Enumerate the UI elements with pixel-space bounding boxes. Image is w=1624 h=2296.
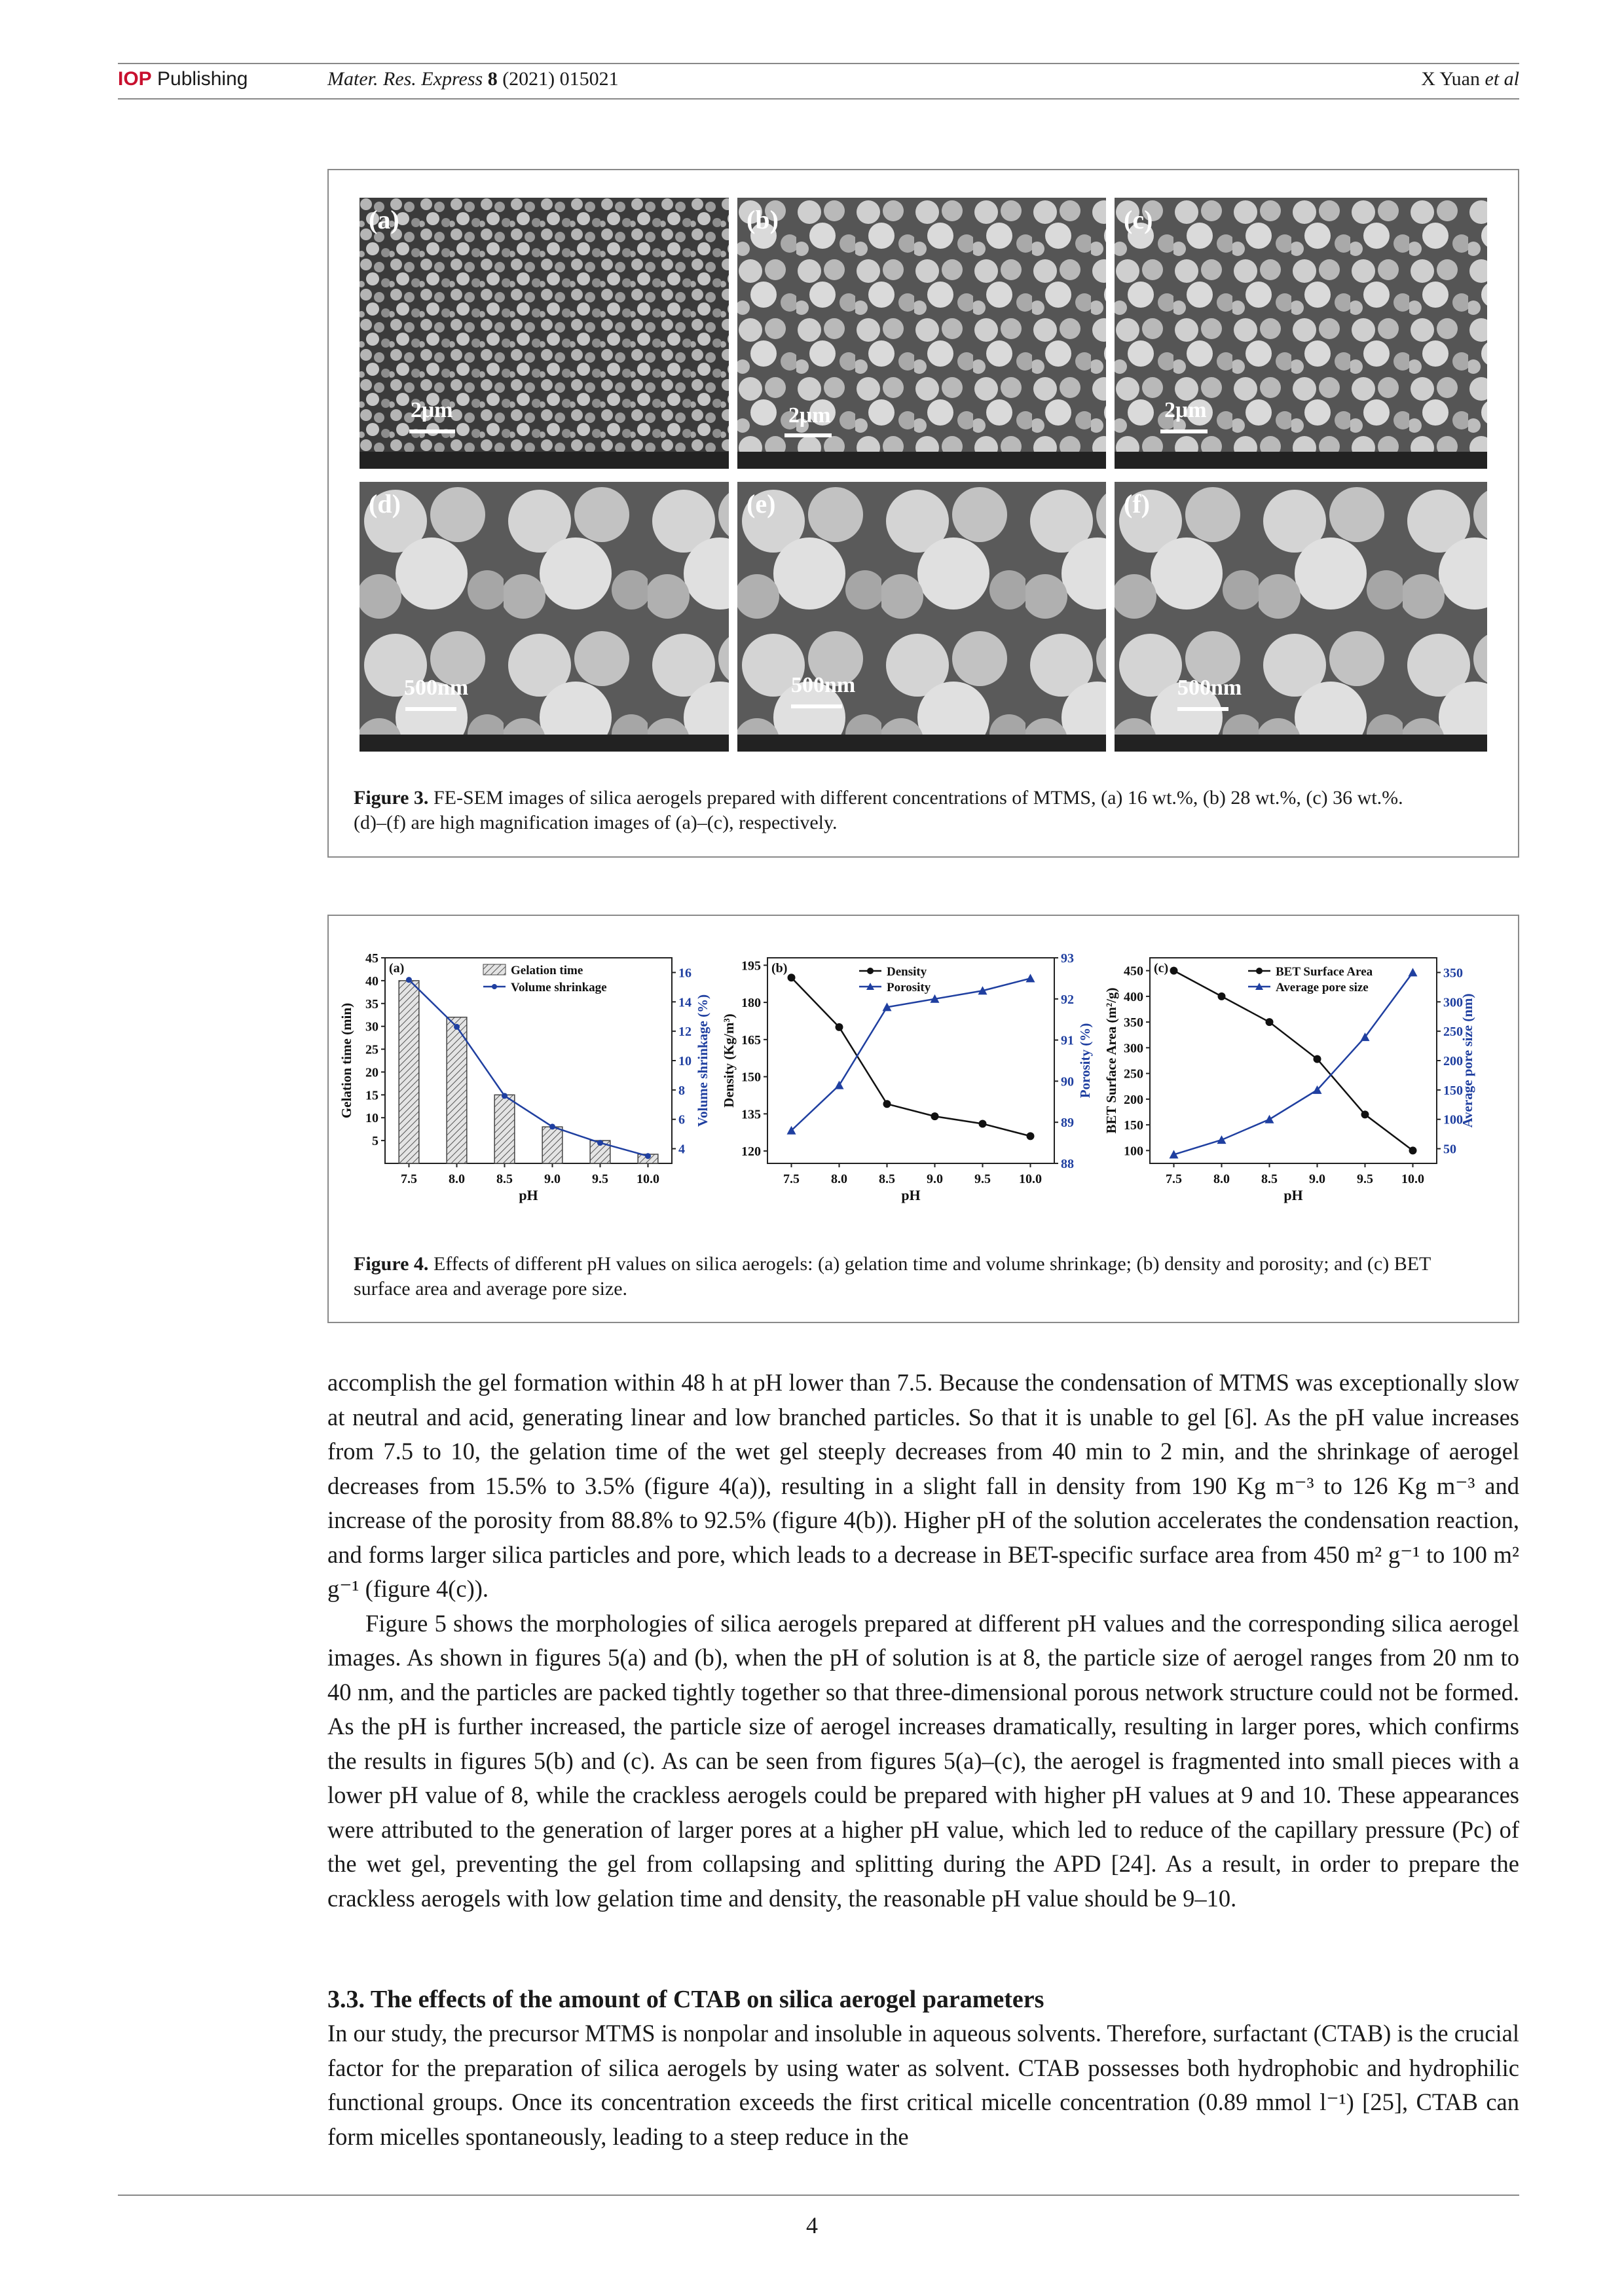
data-point: [454, 1024, 460, 1030]
x-tick-label: 8.5: [496, 1172, 513, 1186]
y-left-tick-label: 20: [365, 1065, 378, 1080]
series-line: [1174, 972, 1413, 1154]
series-line: [1174, 971, 1413, 1151]
y-left-tick-label: 100: [1124, 1144, 1143, 1159]
data-point: [549, 1123, 555, 1129]
y-left-tick-label: 300: [1124, 1041, 1143, 1056]
figure-4-caption: Figure 4. Effects of different pH values on silica aerogels: (a) gelation time and volume shrinkage; (b) density and porosity; and (c) BET surface area and average pore size.: [354, 1253, 1431, 1300]
data-point: [1218, 993, 1226, 1000]
legend-label: Density: [887, 965, 927, 979]
sem-panel-c: [1115, 198, 1487, 469]
panel-label: (f): [1124, 489, 1150, 519]
scale-label: 2μm: [1164, 398, 1207, 422]
legend-label: Gelation time: [511, 964, 583, 977]
scale-bar: [1160, 429, 1208, 433]
y-right-tick-label: 200: [1443, 1054, 1463, 1068]
bar: [494, 1095, 515, 1163]
y-right-axis-label: Volume shrinkage (%): [695, 994, 710, 1127]
legend-label: Average pore size: [1276, 981, 1369, 994]
y-right-tick-label: 16: [678, 966, 692, 981]
y-right-axis-label: Porosity (%): [1077, 1023, 1093, 1099]
sem-image: [1115, 482, 1487, 752]
data-point: [1217, 1135, 1227, 1144]
sem-image: [360, 198, 729, 469]
y-right-tick-label: 150: [1443, 1083, 1463, 1098]
section-heading: 3.3. The effects of the amount of CTAB on silica aerogel parameters: [327, 1986, 1044, 2013]
bar: [542, 1127, 563, 1163]
y-right-tick-label: 6: [678, 1112, 685, 1127]
paragraph: Figure 5 shows the morphologies of silica aerogels prepared at different pH values and the corresponding silica aerogel images. As shown in figures 5(a) and (b), when the pH of solution is at 8, the particle size of aerogel ranges from 20 nm to 40 nm, and the particles are packed tightly together so that three-dimensional porous network structure could not be formed. As the pH is further increased, the particle size of aerogel increases dramatically, resulting in larger pores, which confirms the results in figures 5(b) and (c). As can be seen from figures 5(a)–(c), the aerogel is fragmented into small pieces with a lower pH value of 8, while the crackless aerogels could be prepared with higher pH values at 9 and 10. These appearances were attributed to the generation of larger pores at a higher pH value, which led to reduce of the capillary pressure (Pc) of the wet gel, preventing the gel from collapsing and splitting during the APD [24]. As a result, in order to prepare the crackless aerogels with low gelation time and density, the reasonable pH value should be 9–10.: [327, 1609, 1519, 1912]
y-right-axis-label: Average pore size (nm): [1460, 993, 1475, 1128]
scale-bar: [405, 707, 456, 711]
y-right-tick-label: 8: [678, 1083, 685, 1098]
y-right-tick-label: 89: [1061, 1116, 1074, 1131]
panel-label: (a): [369, 205, 399, 234]
y-right-tick-label: 88: [1061, 1157, 1074, 1171]
legend-marker: [867, 968, 874, 974]
y-left-axis-label: BET Surface Area (m²/g): [1103, 987, 1119, 1134]
x-axis-label: pH: [1283, 1187, 1303, 1203]
footer-rule: [118, 2195, 1519, 2196]
scale-label: 2μm: [411, 398, 453, 422]
sem-panel-f: [1115, 482, 1487, 752]
legend-swatch: [483, 964, 506, 975]
x-tick-label: 8.5: [1261, 1172, 1278, 1186]
bar: [447, 1017, 467, 1163]
y-left-tick-label: 150: [1124, 1118, 1143, 1133]
x-tick-label: 9.5: [974, 1172, 991, 1186]
x-tick-label: 7.5: [401, 1172, 417, 1186]
scale-bar: [409, 429, 455, 433]
panel-label: (c): [1124, 205, 1153, 234]
y-left-tick-label: 195: [741, 958, 761, 974]
data-point: [883, 1100, 891, 1108]
sem-panel-b: [737, 198, 1106, 469]
data-point: [1027, 1132, 1035, 1140]
y-right-tick-label: 300: [1443, 995, 1463, 1010]
y-right-tick-label: 250: [1443, 1025, 1463, 1040]
sem-info-strip: [1115, 735, 1487, 752]
panel-label: (b): [771, 961, 788, 975]
y-right-tick-label: 91: [1061, 1033, 1074, 1048]
x-tick-label: 7.5: [1166, 1172, 1182, 1186]
x-tick-label: 9.0: [1309, 1172, 1325, 1186]
legend-marker: [1256, 968, 1263, 974]
legend-label: Porosity: [887, 981, 931, 994]
y-left-axis-label: Gelation time (min): [339, 1002, 354, 1119]
scale-bar: [791, 704, 842, 708]
y-left-axis-label: Density (Kg/m³): [721, 1013, 737, 1108]
sem-panel-a: [360, 198, 729, 469]
panel-label: (a): [389, 961, 405, 975]
y-right-tick-label: 93: [1061, 951, 1074, 966]
y-right-tick-label: 90: [1061, 1074, 1074, 1089]
y-right-tick-label: 100: [1443, 1112, 1463, 1127]
x-tick-label: 10.0: [637, 1172, 659, 1186]
y-right-tick-label: 14: [678, 995, 692, 1010]
body-text-section: [327, 2016, 1519, 2154]
y-left-tick-label: 135: [741, 1107, 761, 1122]
sem-info-strip: [360, 452, 729, 469]
scale-bar: [784, 433, 832, 437]
sem-info-strip: [737, 735, 1106, 752]
figure-4: [327, 915, 1519, 1323]
x-tick-label: 9.5: [1357, 1172, 1373, 1186]
running-header: [118, 68, 1519, 101]
paragraph: In our study, the precursor MTMS is nonpolar and insoluble in aqueous solvents. Therefore, surfactant (CTAB) is the crucial factor for the preparation of silica aerogels by using water as solvent. CTAB possesses both hydrophobic and hydrophilic functional groups. Once its concentration exceeds the first critical micelle concentration (0.89 mmol l⁻¹) [25], CTAB can form micelles spontaneously, leading to a steep reduce in the: [327, 2020, 1519, 2150]
y-left-tick-label: 25: [365, 1042, 378, 1057]
figure-3-caption: Figure 3. FE-SEM images of silica aerogels prepared with different concentrations of MTMS, (a) 16 wt.%, (b) 28 wt.%, (c) 36 wt.%. (d)–(f) are high magnification images of (a)–(c), respectively.: [354, 787, 1403, 833]
header-rule: [118, 98, 1519, 100]
y-right-tick-label: 10: [678, 1054, 692, 1068]
scale-label: 500nm: [1177, 676, 1242, 700]
sem-info-strip: [737, 452, 1106, 469]
y-left-tick-label: 120: [741, 1144, 761, 1159]
sem-panel-d: [360, 482, 729, 752]
y-right-tick-label: 50: [1443, 1142, 1456, 1157]
body-text-top: [327, 1366, 1519, 1916]
data-point: [835, 1081, 844, 1089]
sem-image: [360, 482, 729, 752]
y-right-tick-label: 4: [678, 1142, 685, 1157]
y-left-tick-label: 180: [741, 996, 761, 1011]
data-point: [502, 1093, 507, 1099]
y-right-tick-label: 92: [1061, 992, 1074, 1007]
panel-label: (b): [747, 205, 779, 234]
y-left-tick-label: 450: [1124, 964, 1143, 979]
data-point: [931, 1112, 939, 1120]
data-point: [1266, 1018, 1274, 1026]
y-left-tick-label: 45: [365, 951, 378, 966]
x-tick-label: 8.5: [879, 1172, 895, 1186]
page-number: 4: [806, 2212, 818, 2238]
series-line: [792, 978, 1031, 1130]
data-point: [788, 974, 796, 981]
x-tick-label: 9.5: [592, 1172, 608, 1186]
y-left-tick-label: 200: [1124, 1092, 1143, 1107]
y-left-tick-label: 400: [1124, 989, 1143, 1004]
scale-label: 2μm: [788, 403, 831, 428]
y-left-tick-label: 40: [365, 974, 378, 989]
x-tick-label: 9.0: [544, 1172, 561, 1186]
panel-label: (c): [1154, 961, 1169, 975]
sem-image: [1115, 198, 1487, 469]
journal-citation: Mater. Res. Express 8 (2021) 015021: [327, 68, 619, 90]
data-point: [1409, 968, 1418, 976]
x-tick-label: 8.0: [831, 1172, 847, 1186]
y-left-tick-label: 150: [741, 1070, 761, 1085]
data-point: [1314, 1055, 1321, 1063]
header-rule-top: [118, 63, 1519, 64]
panel-label: (e): [747, 489, 776, 519]
running-author: X Yuan et al: [1421, 68, 1519, 90]
sem-info-strip: [360, 735, 729, 752]
legend-label: BET Surface Area: [1276, 965, 1373, 979]
legend-label: Volume shrinkage: [511, 981, 607, 994]
y-left-tick-label: 350: [1124, 1015, 1143, 1030]
x-tick-label: 9.0: [927, 1172, 943, 1186]
series-line: [409, 980, 648, 1156]
data-point: [1409, 1146, 1417, 1154]
x-axis-label: pH: [519, 1187, 538, 1203]
data-point: [1026, 974, 1035, 982]
y-left-tick-label: 165: [741, 1032, 761, 1048]
scale-label: 500nm: [791, 673, 856, 697]
data-point: [1361, 1110, 1369, 1118]
scale-label: 500nm: [404, 676, 469, 700]
y-left-tick-label: 5: [372, 1134, 378, 1149]
y-left-tick-label: 35: [365, 996, 378, 1011]
x-axis-label: pH: [901, 1187, 921, 1203]
data-point: [406, 977, 412, 983]
publisher-logo: IOP Publishing: [118, 68, 248, 90]
data-point: [1265, 1115, 1274, 1123]
y-right-tick-label: 350: [1443, 966, 1463, 981]
data-point: [645, 1153, 651, 1159]
y-left-tick-label: 15: [365, 1088, 378, 1103]
y-left-tick-label: 30: [365, 1019, 378, 1034]
y-left-tick-label: 250: [1124, 1066, 1143, 1082]
x-tick-label: 8.0: [449, 1172, 465, 1186]
legend-marker: [492, 984, 497, 989]
data-point: [1170, 967, 1178, 975]
x-tick-label: 10.0: [1019, 1172, 1042, 1186]
figure-3: [327, 169, 1519, 858]
y-right-tick-label: 12: [678, 1025, 692, 1040]
data-point: [836, 1023, 843, 1031]
x-tick-label: 8.0: [1213, 1172, 1230, 1186]
paragraph: accomplish the gel formation within 48 h at pH lower than 7.5. Because the condensation of MTMS was exceptionally slow at neutral and acid, generating linear and low branched particles. So that it is unable to gel [6]. As the pH value increases from 7.5 to 10, the gelation time of the wet gel steeply decreases from 40 min to 2 min, and the shrinkage of aerogel decreases from 15.5% to 3.5% (figure 4(a)), resulting in a slight fall in density from 190 Kg m⁻³ to 126 Kg m⁻³ and increase of the porosity from 88.8% to 92.5% (figure 4(b)). Higher pH of the solution accelerates the condensation reaction, and forms larger silica particles and pore, which leads to a decrease in BET-specific surface area from 450 m² g⁻¹ to 100 m² g⁻¹ (figure 4(c)).: [327, 1369, 1519, 1602]
figure-4-charts: [329, 916, 1518, 1230]
scale-bar: [1177, 707, 1228, 711]
sem-image: [737, 482, 1106, 752]
data-point: [597, 1140, 603, 1146]
sem-info-strip: [1115, 452, 1487, 469]
series-line: [792, 977, 1031, 1136]
sem-panel-e: [737, 482, 1106, 752]
y-left-tick-label: 10: [365, 1111, 378, 1126]
x-tick-label: 10.0: [1401, 1172, 1424, 1186]
x-tick-label: 7.5: [783, 1172, 800, 1186]
panel-label: (d): [369, 489, 401, 519]
data-point: [979, 1120, 987, 1127]
bar: [399, 981, 419, 1163]
